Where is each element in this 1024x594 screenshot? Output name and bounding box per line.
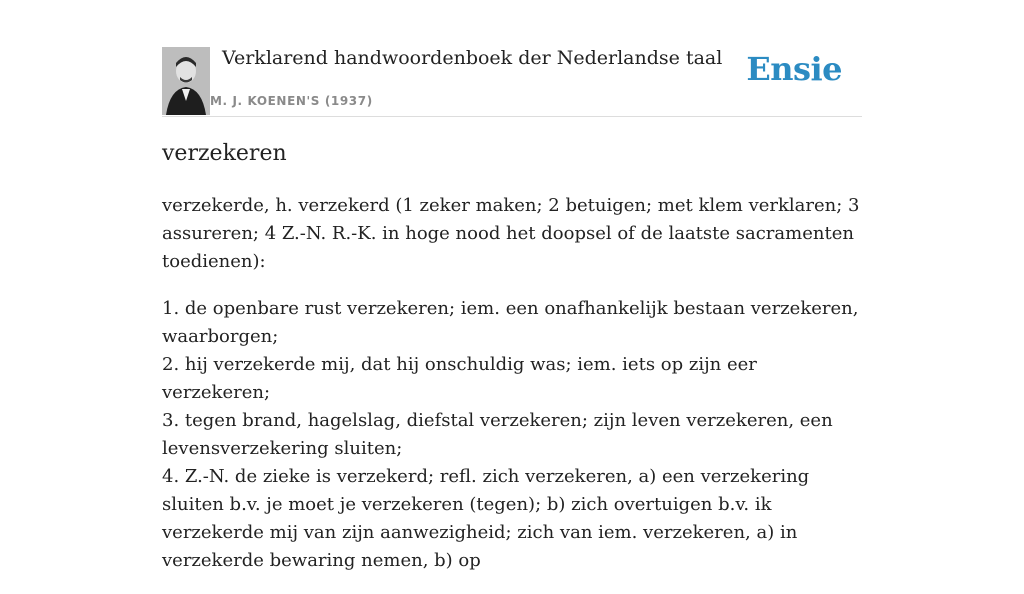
sense-item: 3. tegen brand, hagelslag, diefstal verzekeren; zijn leven verzekeren, een levensverzekering sluiten;: [162, 410, 833, 459]
ensie-logo-link[interactable]: Ensie: [746, 50, 842, 88]
sense-item: 1. de openbare rust verzekeren; iem. een onafhankelijk bestaan verzekeren, waarborgen;: [162, 298, 859, 347]
site-header: [162, 44, 862, 117]
author-portrait-icon: [162, 47, 210, 115]
dictionary-subtitle: M. J. KOENEN'S (1937): [210, 94, 373, 108]
portrait-illustration: [162, 47, 210, 115]
entry-headword: verzekeren: [162, 141, 287, 166]
sense-item: 4. Z.-N. de zieke is verzekerd; refl. zich verzekeren, a) een verzekering sluiten b.v. je moet je verzekeren (tegen); b) zich overtuigen b.v. ik verzekerde mij van zijn aanwezigheid; zich van iem. verzekeren, a) in verzekerde bewaring nemen, b) op: [162, 466, 810, 571]
entry-definition: verzekerde, h. verzekerd (1 zeker maken; 2 betuigen; met klem verklaren; 3 assureren; 4 Z.-N. R.-K. in hoge nood het doopsel of de laatste sacramenten toedienen):: [162, 195, 860, 272]
entry-senses: [162, 295, 862, 575]
entry-content: [162, 138, 862, 594]
sense-item: 2. hij verzekerde mij, dat hij onschuldig was; iem. iets op zijn eer verzekeren;: [162, 354, 757, 403]
dictionary-title: Verklarend handwoordenboek der Nederlandse taal: [222, 47, 723, 69]
